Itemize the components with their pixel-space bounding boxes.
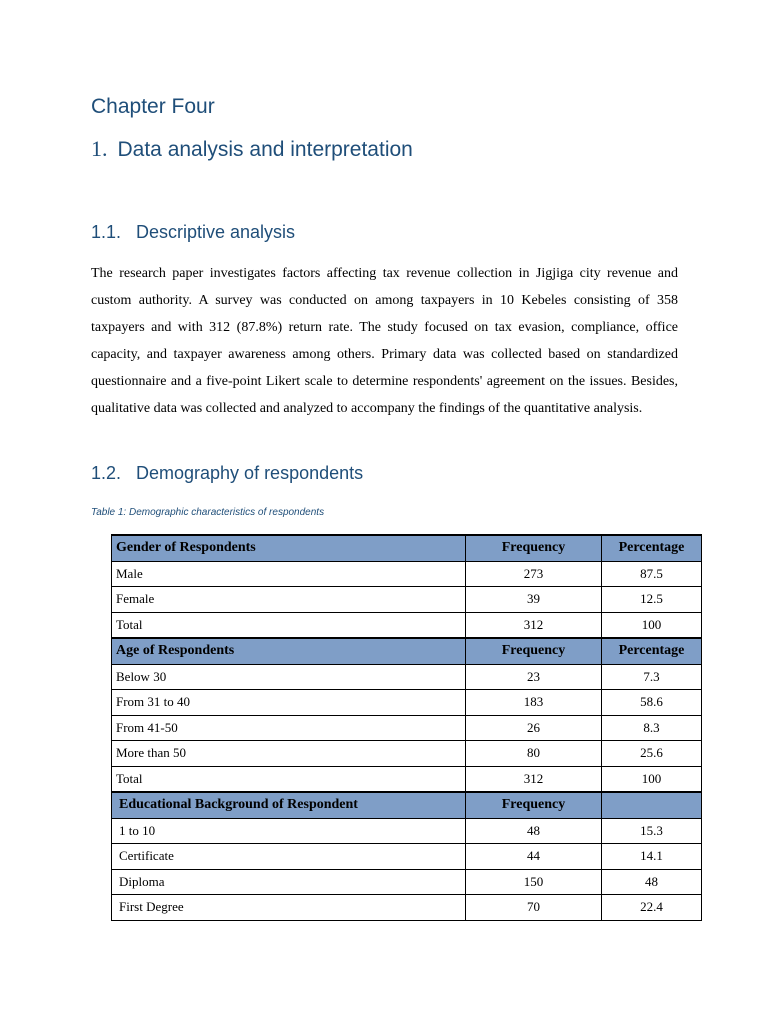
row-label: Below 30 (112, 664, 466, 690)
percentage-cell: 48 (602, 869, 702, 895)
percentage-cell: 100 (602, 766, 702, 792)
frequency-cell: 150 (466, 869, 602, 895)
row-label: Total (112, 766, 466, 792)
subsection-title: Descriptive analysis (136, 222, 296, 242)
frequency-cell: 312 (466, 766, 602, 792)
frequency-cell: 39 (466, 587, 602, 613)
table-row (112, 741, 702, 767)
frequency-cell: 183 (466, 690, 602, 716)
age-header-cell: Percentage (602, 638, 702, 664)
row-label: From 41-50 (112, 715, 466, 741)
table-row (112, 690, 702, 716)
age-header-row (112, 638, 702, 664)
education-header-row (112, 792, 702, 818)
row-label: Total (112, 612, 466, 638)
frequency-cell: 48 (466, 818, 602, 844)
row-label: First Degree (112, 895, 466, 921)
subsection-number: 1.2. (91, 463, 122, 483)
frequency-cell: 26 (466, 715, 602, 741)
chapter-title: Chapter Four (91, 95, 215, 118)
frequency-cell: 273 (466, 561, 602, 587)
row-label: Diploma (112, 869, 466, 895)
table-row (112, 664, 702, 690)
gender-header-cell: Gender of Respondents (112, 535, 466, 561)
age-header-cell: Age of Respondents (112, 638, 466, 664)
section-heading (91, 136, 413, 162)
gender-header-cell: Frequency (466, 535, 602, 561)
row-label: 1 to 10 (112, 818, 466, 844)
row-label: Certificate (112, 844, 466, 870)
table-row (112, 895, 702, 921)
subsection-title: Demography of respondents (136, 463, 364, 483)
gender-header-row (112, 535, 702, 561)
percentage-cell: 14.1 (602, 844, 702, 870)
row-label: Male (112, 561, 466, 587)
percentage-cell: 15.3 (602, 818, 702, 844)
age-header-cell: Frequency (466, 638, 602, 664)
section-title: Data analysis and interpretation (117, 138, 413, 161)
subsection-heading-demography (91, 463, 363, 484)
frequency-cell: 312 (466, 612, 602, 638)
education-header-cell: Frequency (466, 792, 602, 818)
demographics-table (111, 534, 702, 921)
frequency-cell: 44 (466, 844, 602, 870)
row-label: Female (112, 587, 466, 613)
table-row (112, 715, 702, 741)
subsection-heading-descriptive (91, 222, 295, 243)
percentage-cell: 87.5 (602, 561, 702, 587)
table-row (112, 612, 702, 638)
percentage-cell: 22.4 (602, 895, 702, 921)
row-label: From 31 to 40 (112, 690, 466, 716)
row-label: More than 50 (112, 741, 466, 767)
table-row (112, 561, 702, 587)
percentage-cell: 12.5 (602, 587, 702, 613)
percentage-cell: 8.3 (602, 715, 702, 741)
subsection-number: 1.1. (91, 222, 122, 242)
table-row (112, 818, 702, 844)
table-row (112, 587, 702, 613)
gender-header-cell: Percentage (602, 535, 702, 561)
percentage-cell: 58.6 (602, 690, 702, 716)
education-header-cell (602, 792, 702, 818)
table-row (112, 869, 702, 895)
table-caption: Table 1: Demographic characteristics of respondents (91, 507, 325, 518)
education-header-cell: Educational Background of Respondent (112, 792, 466, 818)
table-row (112, 844, 702, 870)
percentage-cell: 25.6 (602, 741, 702, 767)
frequency-cell: 23 (466, 664, 602, 690)
section-number: 1. (91, 136, 108, 161)
body-paragraph: The research paper investigates factors affecting tax revenue collection in Jigjiga city revenue and custom authority. A survey was conducted on among taxpayers in 10 Kebeles consisting of 358 taxpayers and with 312 (87.8%) return rate. The study focused on tax evasion, compliance, office capacity, and taxpayer awareness among others. Primary data was collected based on standardized questionnaire and a five-point Likert scale to determine respondents' agreement on the issues. Besides, qualitative data was collected and analyzed to accompany the findings of the quantitative analysis. (91, 266, 678, 416)
percentage-cell: 100 (602, 612, 702, 638)
table-row (112, 766, 702, 792)
frequency-cell: 70 (466, 895, 602, 921)
percentage-cell: 7.3 (602, 664, 702, 690)
frequency-cell: 80 (466, 741, 602, 767)
